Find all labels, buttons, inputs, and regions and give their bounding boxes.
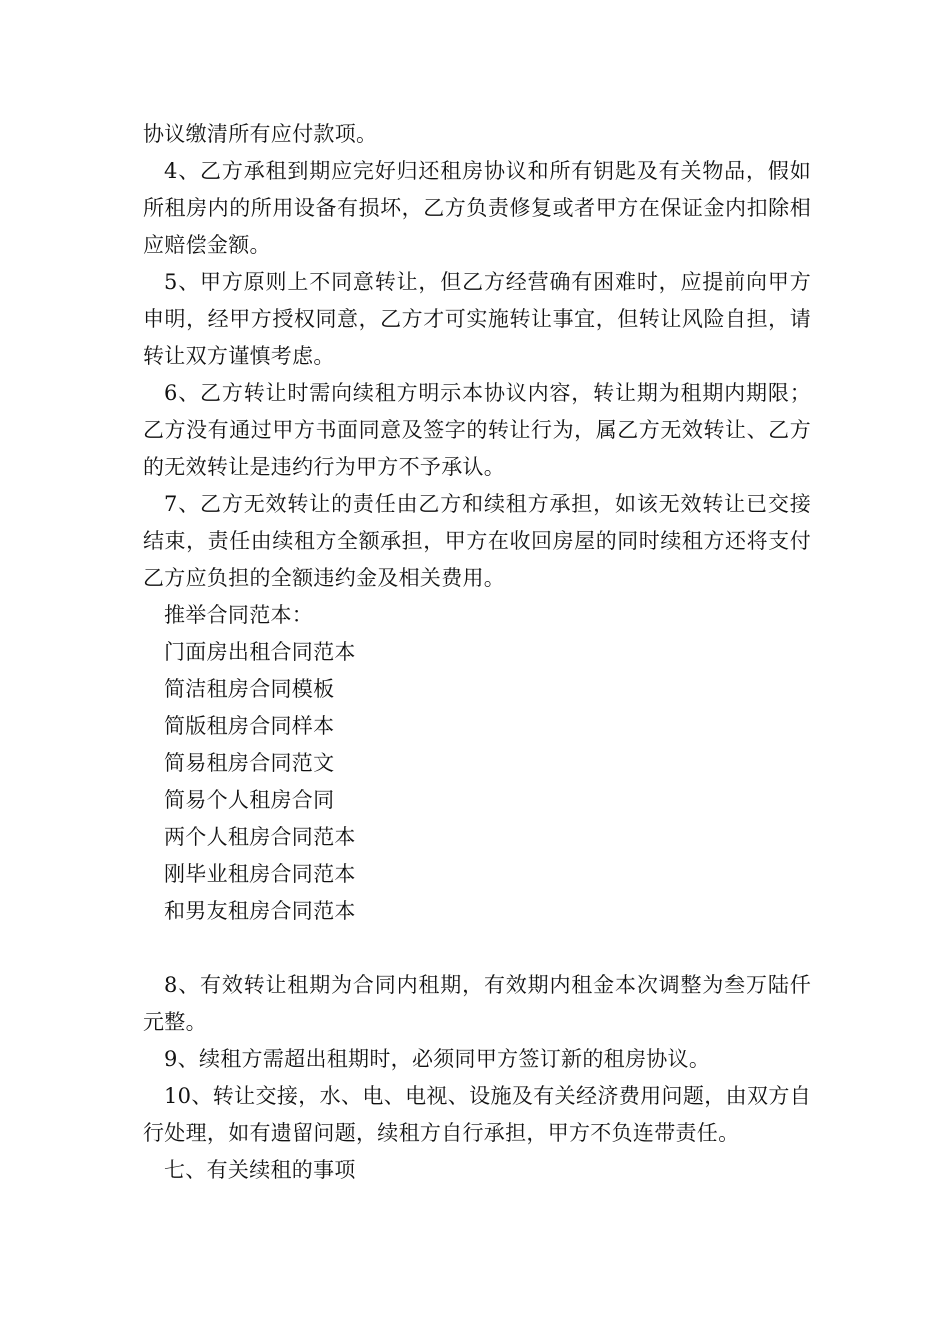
clause-6: 6、乙方转让时需向续租方明示本协议内容，转让期为租期内期限；乙方没有通过甲方书面同意及签字的转让行为，属乙方无效转让、乙方的无效转让是违约行为甲方不予承认。 xyxy=(143,381,811,479)
recommend-link[interactable]: 简版租房合同样本 xyxy=(164,714,335,738)
clause-9: 9、续租方需超出租期时，必须同甲方签订新的租房协议。 xyxy=(164,1047,711,1071)
recommend-link[interactable]: 简易租房合同范文 xyxy=(164,751,335,775)
clause-4: 4、乙方承租到期应完好归还租房协议和所有钥匙及有关物品，假如所租房内的所用设备有损坏，乙方负责修复或者甲方在保证金内扣除相应赔偿金额。 xyxy=(143,159,811,257)
document-body xyxy=(143,116,811,1189)
recommend-link[interactable]: 刚毕业租房合同范本 xyxy=(164,862,356,886)
clause-8: 8、有效转让租期为合同内租期，有效期内租金本次调整为叁万陆仟元整。 xyxy=(143,973,811,1034)
recommend-link[interactable]: 简易个人租房合同 xyxy=(164,788,335,812)
clause-5: 5、甲方原则上不同意转让，但乙方经营确有困难时，应提前向甲方申明，经甲方授权同意，乙方才可实施转让事宜，但转让风险自担，请转让双方谨慎考虑。 xyxy=(143,270,811,368)
recommend-link[interactable]: 两个人租房合同范本 xyxy=(164,825,356,849)
recommend-link[interactable]: 门面房出租合同范本 xyxy=(164,640,356,664)
clause-10: 10、转让交接，水、电、电视、设施及有关经济费用问题，由双方自行处理，如有遗留问题，续租方自行承担，甲方不负连带责任。 xyxy=(143,1084,811,1145)
paragraph-continuation: 协议缴清所有应付款项。 xyxy=(143,122,378,146)
clause-7: 7、乙方无效转让的责任由乙方和续租方承担，如该无效转让已交接结束，责任由续租方全额承担，甲方在收回房屋的同时续租方还将支付乙方应负担的全额违约金及相关费用。 xyxy=(143,492,811,590)
blank-line xyxy=(143,930,811,967)
recommend-link[interactable]: 简洁租房合同模板 xyxy=(164,677,335,701)
section-heading-7: 七、有关续租的事项 xyxy=(164,1158,356,1182)
recommend-link[interactable]: 和男友租房合同范本 xyxy=(164,899,356,923)
recommend-heading: 推举合同范本： xyxy=(164,603,314,627)
